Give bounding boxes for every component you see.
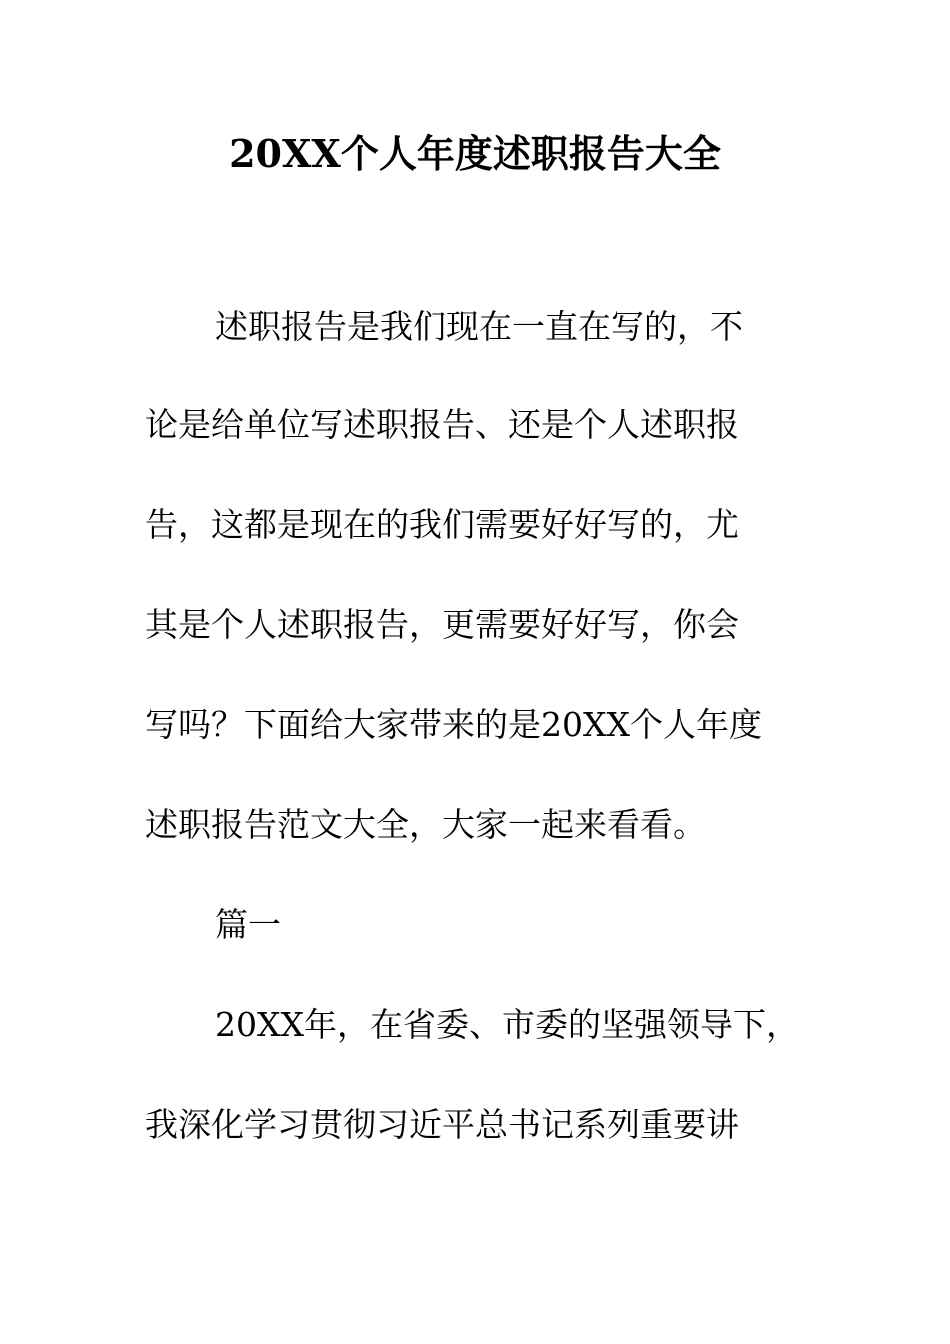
section-heading: 篇一: [215, 905, 281, 944]
paragraph-line: 其是个人述职报告，更需要好好写，你会: [145, 605, 739, 644]
paragraph-line: 20XX年，在省委、市委的坚强领导下，: [215, 1005, 799, 1044]
paragraph-line: 述职报告是我们现在一直在写的，不: [215, 307, 743, 346]
paragraph-line: 写吗？下面给大家带来的是20XX个人年度: [145, 705, 762, 744]
paragraph-line: 论是给单位写述职报告、还是个人述职报: [145, 405, 739, 444]
document-title: 20XX个人年度述职报告大全: [229, 131, 721, 176]
paragraph-line: 述职报告范文大全，大家一起来看看。: [145, 805, 706, 844]
paragraph-line: 告，这都是现在的我们需要好好写的，尤: [145, 505, 739, 544]
paragraph-line: 我深化学习贯彻习近平总书记系列重要讲: [145, 1105, 739, 1144]
